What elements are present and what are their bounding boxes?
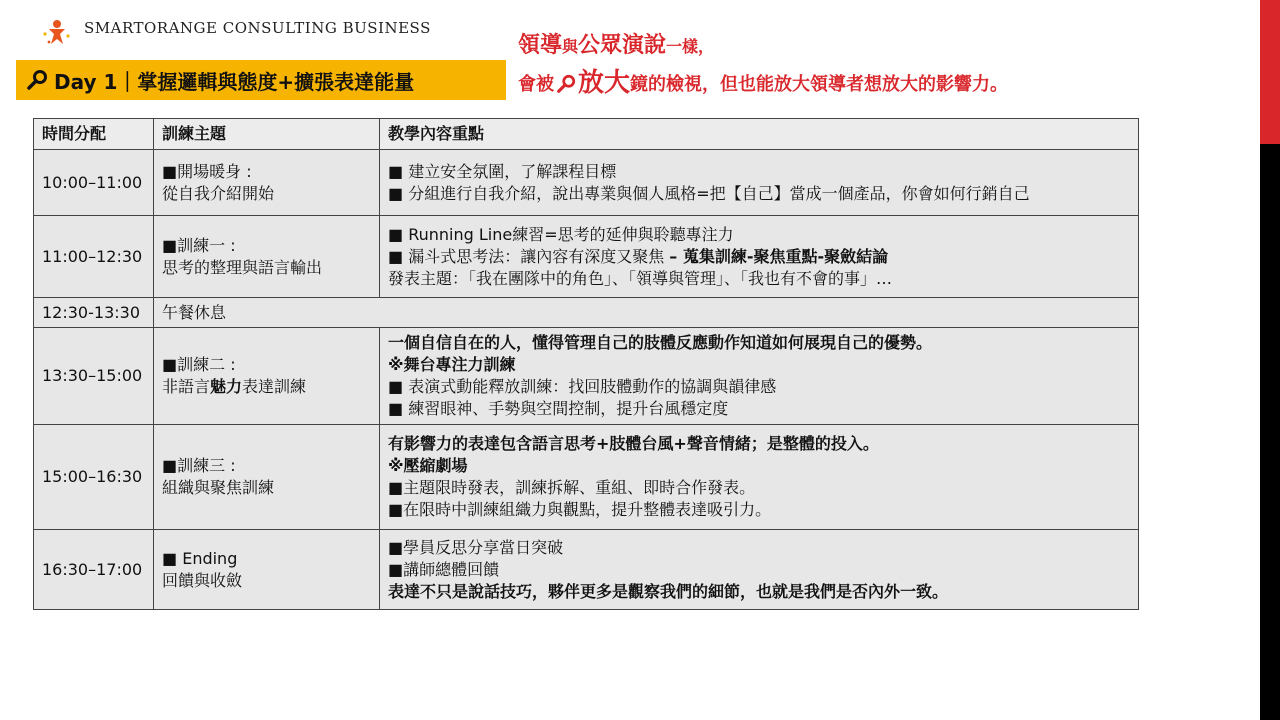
cell-content [380,530,1139,610]
content-line [388,268,1130,290]
text-run: ■ Ending [162,548,238,568]
content-line [388,246,1130,268]
text-run: 思考的整理與語言輸出 [162,257,323,277]
text-run: 回饋與收斂 [162,570,243,590]
text-run: 表達訓練 [242,377,307,396]
content-line [388,354,1130,376]
cell-time: 13:30–15:00 [34,328,154,425]
topic-line [162,302,1130,324]
cell-content [380,425,1139,530]
text-run: ■ 建立安全氛圍，了解課程目標 [388,161,617,181]
content-line [388,332,1130,354]
topic-line [162,548,371,570]
text-run: 有影響力的表達包含語言思考+肢體台風+聲音情緒；是整體的投入。 [388,434,879,453]
content-line [388,581,1130,603]
content-line [388,499,1130,521]
content-line [388,559,1130,581]
cell-topic [154,530,380,610]
day-banner [16,60,506,100]
cell-topic [154,150,380,216]
magnifier-icon [26,69,48,91]
text-run: ■ 分組進行自我介紹，說出專業與個人風格=把【自己】當成一個產品，你會如何行銷自己 [388,183,1030,203]
text-run: ■ Running Line練習=思考的延伸與聆聽專注力 [388,224,734,244]
headline-word: 一樣， [666,37,715,56]
content-line [388,224,1130,246]
text-run: ※壓縮劇場 [388,456,468,475]
table-row [34,530,1139,610]
text-run: 魅力 [210,377,243,396]
content-line [388,433,1130,455]
content-line [388,477,1130,499]
text-run: ■學員反思分享當日突破 [388,537,564,557]
headline-word: 會被 [518,74,554,95]
day-banner-label: Day 1｜掌握邏輯與態度+擴張表達能量 [54,69,415,94]
text-run: ■ 漏斗式思考法：讓內容有深度又聚焦 [388,246,670,266]
right-accent-bar-red [1260,0,1280,144]
text-run: – 蒐集訓練-聚焦重點-聚斂結論 [669,246,889,266]
headline-word: 公眾演說 [578,33,667,58]
content-line [388,183,1130,205]
table-row [34,216,1139,298]
cell-content [380,150,1139,216]
orange-figure-logo [40,16,72,48]
topic-line [162,455,371,477]
headline-word: 放大 [578,68,631,98]
topic-line [162,570,371,592]
schedule-table [33,118,1139,610]
topic-line [162,183,371,205]
text-run: 從自我介紹開始 [162,183,275,203]
cell-time: 11:00–12:30 [34,216,154,298]
text-run: ■訓練二 : [162,355,236,374]
content-line [388,161,1130,183]
table-row [34,150,1139,216]
text-run: ■主題限時發表，訓練拆解、重組、即時合作發表。 [388,478,756,497]
headline-line-2 [518,70,1008,96]
text-run: 一個自信自在的人，懂得管理自己的肢體反應動作知道如何展現自己的優勢。 [388,333,933,352]
text-run: 非語言 [162,377,211,396]
header-topic: 訓練主題 [154,119,380,150]
schedule-body [34,150,1139,610]
text-run: 組織與聚焦訓練 [162,478,275,497]
cell-content [380,328,1139,425]
table-row [34,328,1139,425]
content-line [388,376,1130,398]
content-line [388,398,1130,420]
topic-line [162,235,371,257]
text-run: ※舞台專注力訓練 [388,355,516,374]
cell-topic [154,298,1139,328]
topic-line [162,354,371,376]
topic-line [162,376,371,398]
topic-line [162,161,371,183]
headline-line-1 [518,28,714,59]
text-run: ■ 表演式動能釋放訓練：找回肢體動作的協調與韻律感 [388,377,777,396]
cell-topic [154,425,380,530]
right-accent-bar-black [1260,144,1280,720]
cell-time: 16:30–17:00 [34,530,154,610]
text-run: ■ 練習眼神、手勢與空間控制，提升台風穩定度 [388,399,729,418]
text-run: 發表主題：「我在團隊中的角色」、「領導與管理」、「我也有不會的事」… [388,268,893,288]
cell-time: 12:30-13:30 [34,298,154,328]
text-run: ■在限時中訓練組織力與觀點，提升整體表達吸引力。 [388,500,772,519]
headline-word: 領導 [518,33,563,58]
brand-name: SMARTORANGE CONSULTING BUSINESS [84,19,431,37]
text-run: ■訓練一 : [162,235,236,255]
headline-word: 與 [562,37,579,56]
table-row [34,298,1139,328]
cell-topic [154,216,380,298]
text-run: 表達不只是說話技巧，夥伴更多是觀察我們的細節，也就是我們是否內外一致。 [388,581,949,601]
magnifier-icon [556,74,576,94]
text-run: ■講師總體回饋 [388,559,500,579]
cell-time: 15:00–16:30 [34,425,154,530]
header-time: 時間分配 [34,119,154,150]
content-line [388,537,1130,559]
headline-word: 鏡的檢視，但也能放大領導者想放大的影響力。 [630,74,1009,95]
topic-line [162,477,371,499]
cell-time: 10:00–11:00 [34,150,154,216]
header-content: 教學內容重點 [380,119,1139,150]
cell-content [380,216,1139,298]
text-run: ■開場暖身 : [162,161,252,181]
cell-topic [154,328,380,425]
text-run: 午餐休息 [162,302,227,322]
content-line [388,455,1130,477]
topic-line [162,257,371,279]
table-row [34,425,1139,530]
text-run: ■訓練三 : [162,456,236,475]
table-header-row [34,119,1139,150]
